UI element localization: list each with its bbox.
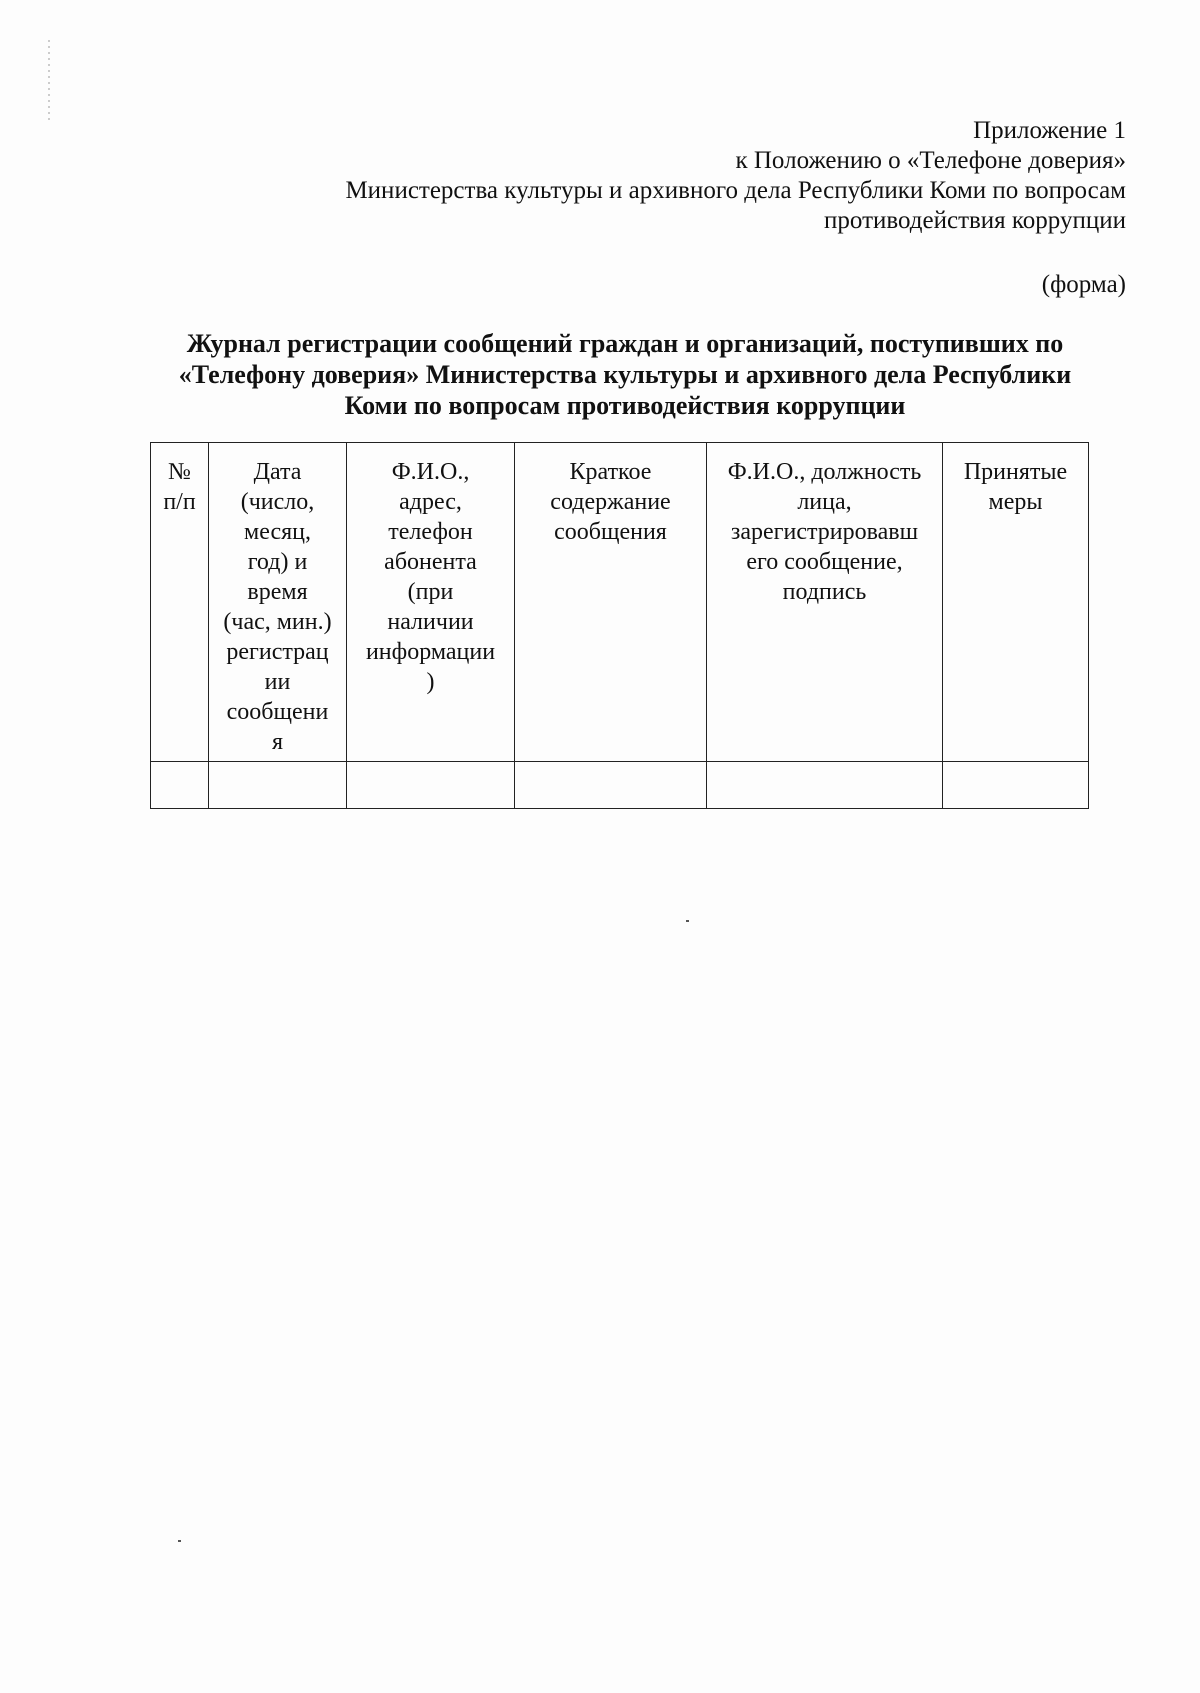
form-label: (форма) bbox=[1041, 271, 1126, 298]
appendix-ministry: Министерства культуры и архивного дела Республики Коми по вопросам bbox=[345, 177, 1126, 204]
scan-speck bbox=[178, 1540, 181, 1542]
table-cell[interactable] bbox=[209, 762, 347, 809]
scan-margin-artifact bbox=[48, 40, 50, 120]
journal-title-line-1: Журнал регистрации сообщений граждан и организаций, поступивших по bbox=[186, 329, 1064, 358]
appendix-number: Приложение 1 bbox=[973, 117, 1126, 144]
appendix-subject: противодействия коррупции bbox=[824, 207, 1126, 234]
journal-title bbox=[150, 328, 1100, 421]
column-header-summary: Краткое содержание сообщения bbox=[515, 443, 707, 762]
table-cell[interactable] bbox=[151, 762, 209, 809]
table-row bbox=[151, 762, 1089, 809]
journal-title-line-3: Коми по вопросам противодействия коррупции bbox=[344, 391, 906, 420]
column-header-date-time: Дата (число, месяц, год) и время (час, мин.) регистрац ии сообщени я bbox=[209, 443, 347, 762]
column-header-measures: Принятые меры bbox=[943, 443, 1089, 762]
appendix-reference: к Положению о «Телефоне доверия» bbox=[735, 147, 1126, 174]
table-cell[interactable] bbox=[707, 762, 943, 809]
column-header-registrar: Ф.И.О., должность лица, зарегистрировавш его сообщение, подпись bbox=[707, 443, 943, 762]
appendix-header bbox=[246, 116, 1126, 236]
column-header-number: № п/п bbox=[151, 443, 209, 762]
column-header-subscriber: Ф.И.О., адрес, телефон абонента (при наличии информации ) bbox=[347, 443, 515, 762]
journal-title-line-2: «Телефону доверия» Министерства культуры и архивного дела Республики bbox=[178, 360, 1072, 389]
table-cell[interactable] bbox=[347, 762, 515, 809]
table-cell[interactable] bbox=[515, 762, 707, 809]
scan-speck bbox=[686, 920, 689, 922]
table-header-row bbox=[151, 443, 1089, 762]
table-cell[interactable] bbox=[943, 762, 1089, 809]
registration-journal-table bbox=[150, 442, 1089, 809]
